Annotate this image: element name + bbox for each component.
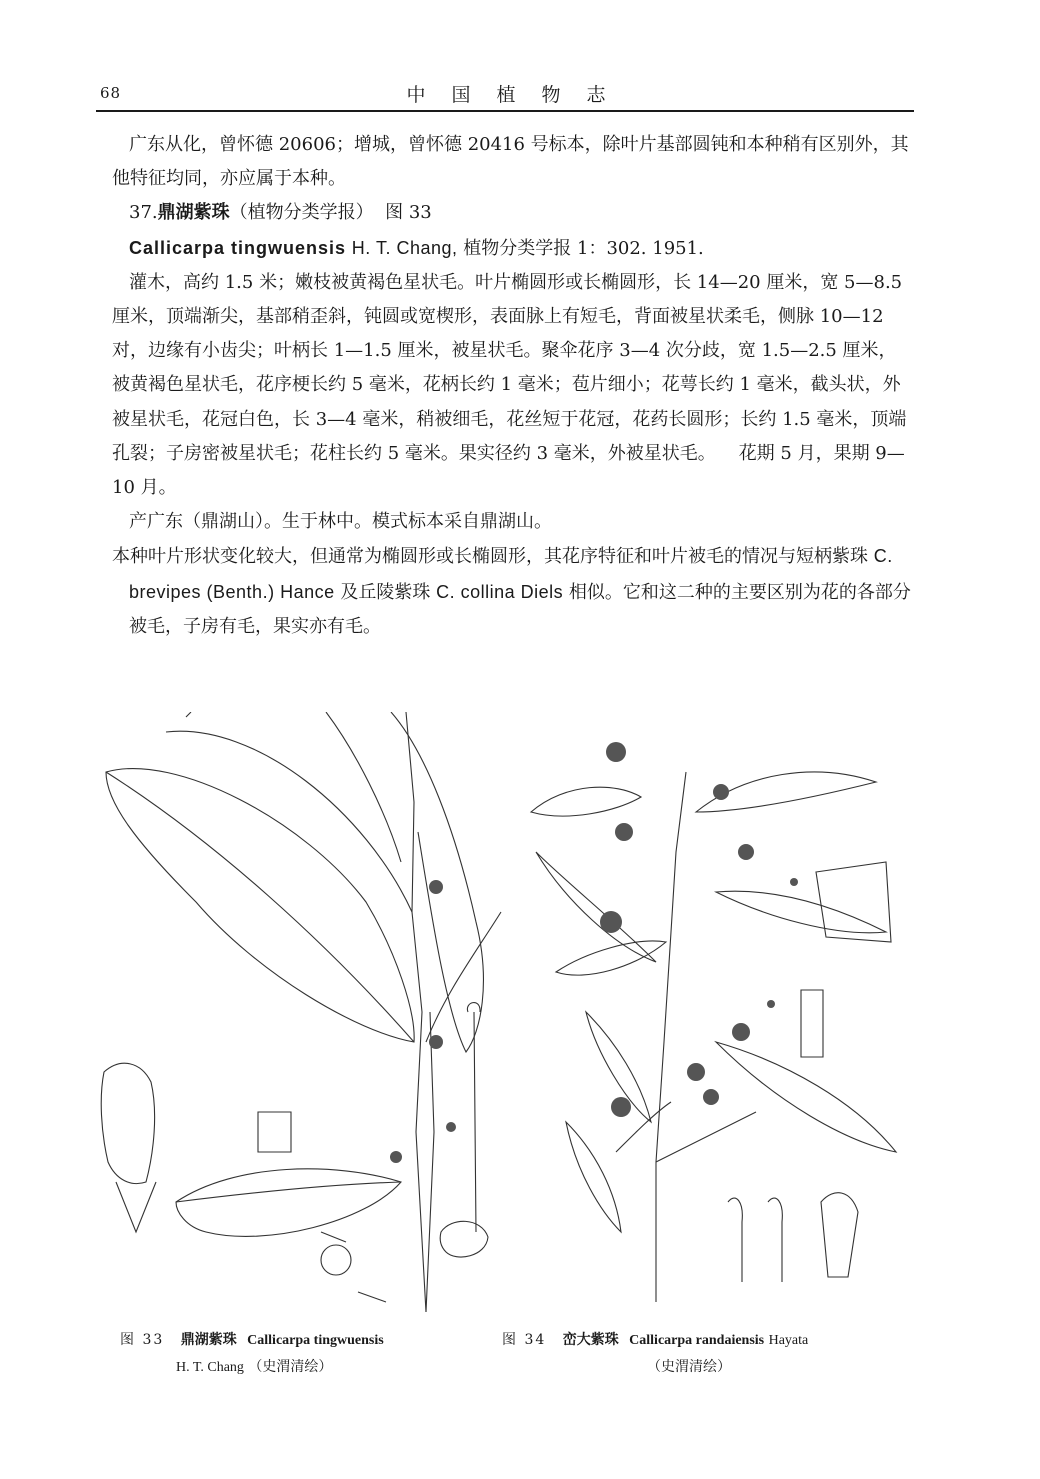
- fig34-caption-line1: [502, 1327, 808, 1354]
- note-part-b: 及丘陵紫珠: [340, 581, 431, 603]
- fig34-drawing: [531, 772, 896, 1302]
- botanical-illustrations: [96, 712, 916, 1312]
- scientific-name: Callicarpa tingwuensis: [129, 237, 347, 258]
- description-paragraph: [112, 266, 914, 505]
- species-fig-ref: 图 33: [385, 202, 432, 224]
- fig33-drawing: [101, 712, 501, 1312]
- fig33-author: H. T. Chang: [176, 1360, 244, 1375]
- species-source: （植物分类学报）: [229, 202, 374, 224]
- header-rule: [96, 110, 914, 112]
- page-number: 68: [100, 84, 122, 102]
- paragraph-specimens: 广东从化，曾怀德 20606；增城，曾怀德 20416 号标本，除叶片基部圆钝和本种稍有区别外，其他特征均同，亦应属于本种。: [112, 134, 909, 190]
- scientific-author: H. T. Chang,: [351, 237, 458, 258]
- scientific-name-line: [112, 231, 914, 266]
- figure-34-caption: [502, 1327, 808, 1380]
- note-species-1: C. brevipes (Benth.) Hance: [129, 546, 893, 602]
- fig34-caption-line2: [502, 1354, 808, 1380]
- fig34-sci-name: Callicarpa randaiensis: [629, 1333, 765, 1348]
- inflorescence-dots: [390, 742, 798, 1163]
- distribution: 产广东（鼎湖山）。生于林中。模式标本采自鼎湖山。: [129, 511, 552, 533]
- page-header: [100, 80, 912, 110]
- phenology: 花期 5 月，果期 9—10 月。: [112, 442, 905, 499]
- note-paragraph: [112, 539, 914, 644]
- note-species-2: C. collina Diels: [436, 581, 564, 602]
- note-part-c: 相似。它和这二种的主要区别为花的各部分被毛，子房有毛，果实亦有毛。: [129, 581, 911, 637]
- fig33-caption-line2: [120, 1354, 384, 1381]
- species-number: 37.: [129, 202, 158, 224]
- species-cn-name: 鼎湖紫珠: [157, 202, 230, 224]
- note-part-a: 本种叶片形状变化较大，但通常为椭圆形或长椭圆形，其花序特征和叶片被毛的情况与短柄紫珠: [112, 546, 868, 568]
- figure-plates: [96, 712, 916, 1312]
- fig34-number: 图 34: [502, 1332, 547, 1348]
- description: 灌木，高约 1.5 米；嫩枝被黄褐色星状毛。叶片椭圆形或长椭圆形，长 14—20 厘米，宽 5—8.5 厘米，顶端渐尖，基部稍歪斜，钝圆或宽楔形，表面脉上有短毛，背面被星状柔毛，侧脉 10—12 对，边缘有小齿尖；叶柄长 1—1.5 厘米，被星状毛。聚伞花序 3—4 次分歧，宽 1.5—2.5 厘米，被黄褐色星状毛，花序梗长约 5 毫米，花柄长约 1 毫米；苞片细小；花萼长约 1 毫米，截头状，外被星状毛，花冠白色，长 3—4 毫米，稍被细毛，花丝短于花冠，花药长圆形；长约 1.5 毫米，顶端孔裂；子房密被星状毛；花柱长约 5 毫米。果实径约 3 毫米，外被星状毛。: [112, 271, 907, 464]
- fig34-author: Hayata: [768, 1333, 809, 1348]
- fig33-sci-name: Callicarpa tingwuensis: [247, 1333, 384, 1348]
- species-heading: [112, 196, 914, 230]
- fig33-illustrator: （史渭清绘）: [248, 1359, 333, 1375]
- scientific-citation: 植物分类学报 1：302. 1951.: [463, 237, 704, 259]
- figure-33-caption: [120, 1327, 384, 1381]
- fig33-number: 图 33: [120, 1332, 165, 1348]
- fig34-cn-name: 峦大紫珠: [562, 1332, 619, 1348]
- fig34-illustrator: （史渭清绘）: [647, 1359, 731, 1375]
- body-text: [112, 128, 914, 644]
- fig33-caption-line1: [120, 1327, 384, 1354]
- fig33-cn-name: 鼎湖紫珠: [180, 1332, 237, 1348]
- running-title: 中国植物志: [406, 84, 632, 106]
